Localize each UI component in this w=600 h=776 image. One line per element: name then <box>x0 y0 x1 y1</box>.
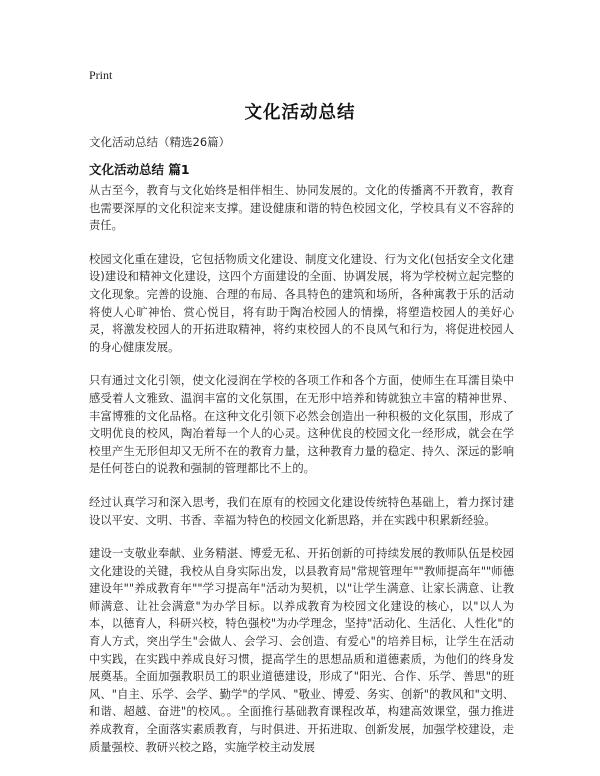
paragraph: 校园文化重在建设，它包括物质文化建设、制度文化建设、行为文化(包括安全文化建设)建设和精神文化建设，这四个方面建设的全面、协调发展，将为学校树立起完整的文化现象。完善的设施、合理的布局、各具特色的建筑和场所，各种寓教于乐的活动将使人心旷神怡、赏心悦目，将有助于陶冶校园人的情操，将塑造校园人的美好心灵，将激发校园人的开拓进取精神，将约束校园人的不良风气和行为，将促进校园人的身心健康发展。 <box>89 252 514 354</box>
print-link[interactable]: Print <box>89 68 113 82</box>
paragraph: 建设一支敬业奉献、业务精湛、博爱无私、开拓创新的可持续发展的教师队伍是校园文化建设的关键，我校从自身实际出发，以县教育局"常规管理年""教师提高年""师德建设年""养成教育年""学习提高年"活动为契机，以"让学生满意、让家长满意、让教师满意、让社会满意"为办学目标。以养成教育为校园文化建设的核心，以"以人为本，以德育人，科研兴校，特色强校"为办学理念，坚持"活动化、生活化、人性化"的育人方式，突出学生"会做人、会学习、会创造、有爱心"的培养目标，让学生在活动中实践，在实践中养成良好习惯，提高学生的思想品质和道德素质，为他们的终身发展奠基。全面加强教职员工的职业道德建设，形成了"阳光、合作、乐学、善思"的班风、"自主、乐学、会学、勤学"的学风、"敬业、博爱、务实、创新"的教风和"文明、和谐、超越、奋进"的校风。。全面推行基础教育课程改革，构建高效课堂，强力推进养成教育，全面落实素质教育，与时俱进、开拓进取、创新发展，加强学校建设，走质量强校、教研兴校之路，实施学校主动发展 <box>89 547 514 754</box>
paragraph: 经过认真学习和深入思考，我们在原有的校园文化建设传统特色基础上，着力探讨建设以平安、文明、书香、幸福为特色的校园文化新思路，并在实践中积累新经验。 <box>89 495 514 527</box>
paragraph: 只有通过文化引领，使文化浸润在学校的各项工作和各个方面，使师生在耳濡目染中感受着人文雅致、温润丰富的文化氛围，在无形中培养和铸就独立丰富的精神世界、丰富博雅的文化品格。在这种文化引领下必然会创造出一种积极的文化氛围，形成了文明优良的校风，陶冶着每一个人的心灵。这种优良的校园文化一经形成，就会在学校里产生无形但却又无所不在的教育力量，这种教育力量的稳定、持久、深远的影响是任何苍白的说教和强制的管理都比不上的。 <box>89 374 514 476</box>
document-title: 文化活动总结 <box>244 103 356 123</box>
document-subtitle: 文化活动总结（精选26篇） <box>89 135 231 149</box>
section-heading: 文化活动总结 篇1 <box>89 162 190 177</box>
document-body <box>89 182 514 772</box>
paragraph: 从古至今，教育与文化始终是相伴相生、协同发展的。文化的传播离不开教育，教育也需要深厚的文化积淀来支撑。建设健康和谐的特色校园文化，学校具有义不容辞的责任。 <box>89 184 514 233</box>
